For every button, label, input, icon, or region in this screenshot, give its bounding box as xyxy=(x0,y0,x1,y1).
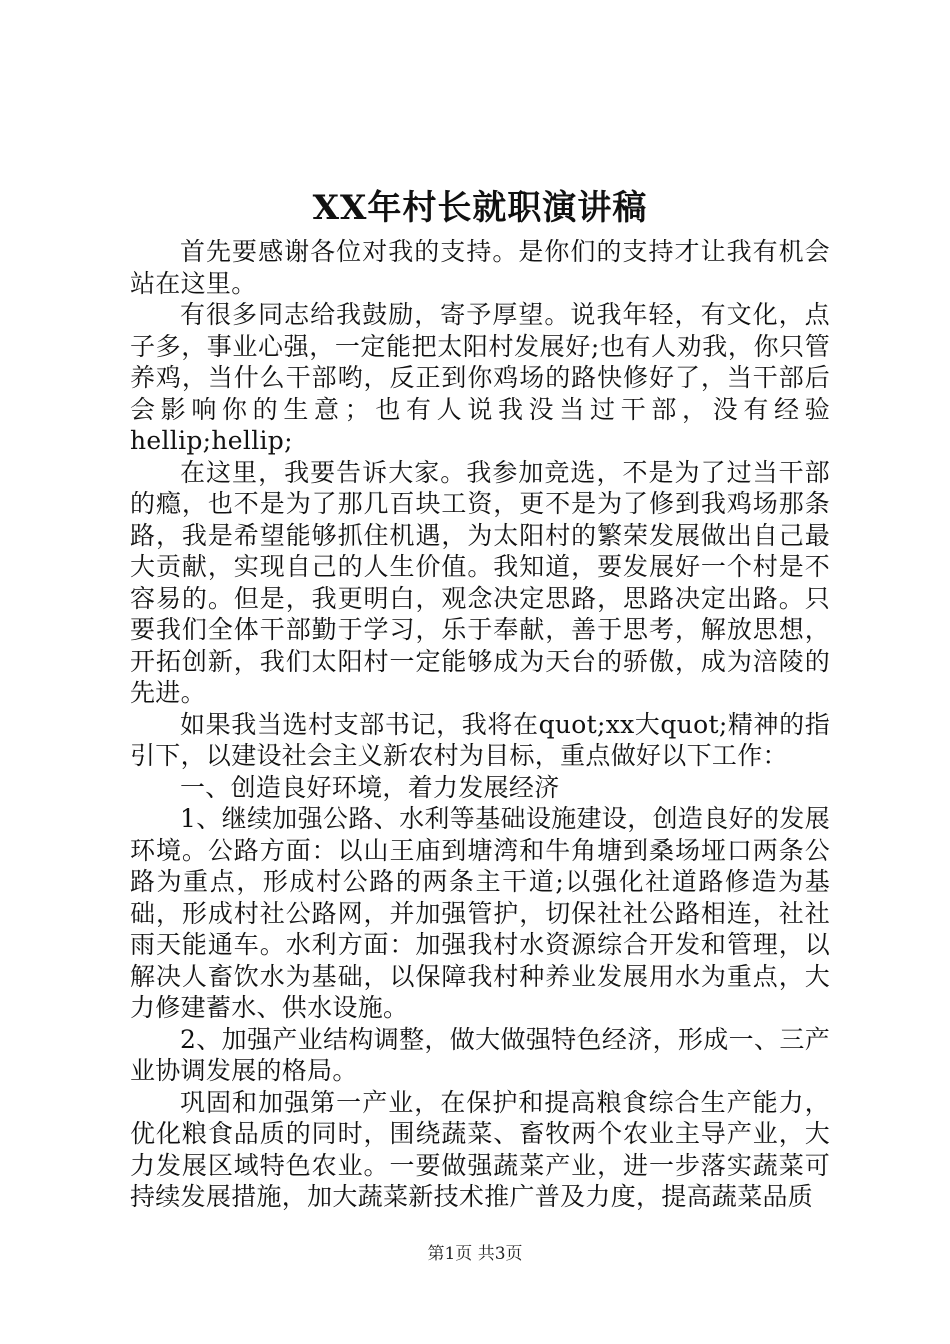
body-paragraph: 有很多同志给我鼓励，寄予厚望。说我年轻，有文化，点子多，事业心强，一定能把太阳村发展好;也有人劝我，你只管养鸡，当什么干部哟，反正到你鸡场的路快修好了，当干部后会影响你的生意；也有人说我没当过干部，没有经验hellip;hellip; xyxy=(130,300,830,455)
section-heading: 一、创造良好环境，着力发展经济 xyxy=(180,772,560,802)
body-paragraph: 在这里，我要告诉大家。我参加竞选，不是为了过当干部的瘾，也不是为了那几百块工资，更不是为了修到我鸡场那条路，我是希望能够抓住机遇，为太阳村的繁荣发展做出自己最大贡献，实现自己的人生价值。我知道，要发展好一个村是不容易的。但是，我更明白，观念决定思路，思路决定出路。只要我们全体干部勤于学习，乐于奉献，善于思考，解放思想，开拓创新，我们太阳村一定能够成为天台的骄傲，成为涪陵的先进。 xyxy=(130,457,830,707)
page-number-footer: 第1页 共3页 xyxy=(427,1244,523,1264)
body-paragraph: 1、继续加强公路、水利等基础设施建设，创造良好的发展环境。公路方面：以山王庙到塘湾和牛角塘到桑场垭口两条公路为重点，形成村公路的两条主干道;以强化社道路修造为基础，形成村社公路网，并加强管护，切保社社公路相连，社社雨天能通车。水利方面：加强我村水资源综合开发和管理，以解决人畜饮水为基础，以保障我村种养业发展用水为重点，大力修建蓄水、供水设施。 xyxy=(130,804,830,1022)
body-paragraph: 首先要感谢各位对我的支持。是你们的支持才让我有机会站在这里。 xyxy=(130,237,830,298)
body-paragraph: 如果我当选村支部书记，我将在quot;xx大quot;精神的指引下，以建设社会主义新农村为目标，重点做好以下工作： xyxy=(130,709,830,770)
body-paragraph: 2、加强产业结构调整，做大做强特色经济，形成一、三产业协调发展的格局。 xyxy=(130,1024,830,1085)
document-title: XX年村长就职演讲稿 xyxy=(312,188,648,228)
body-paragraph: 巩固和加强第一产业，在保护和提高粮食综合生产能力，优化粮食品质的同时，围绕蔬菜、畜牧两个农业主导产业，大力发展区域特色农业。一要做强蔬菜产业，进一步落实蔬菜可持续发展措施，加大蔬菜新技术推广普及力度，提高蔬菜品质 xyxy=(130,1087,830,1211)
document-body xyxy=(130,236,830,1213)
